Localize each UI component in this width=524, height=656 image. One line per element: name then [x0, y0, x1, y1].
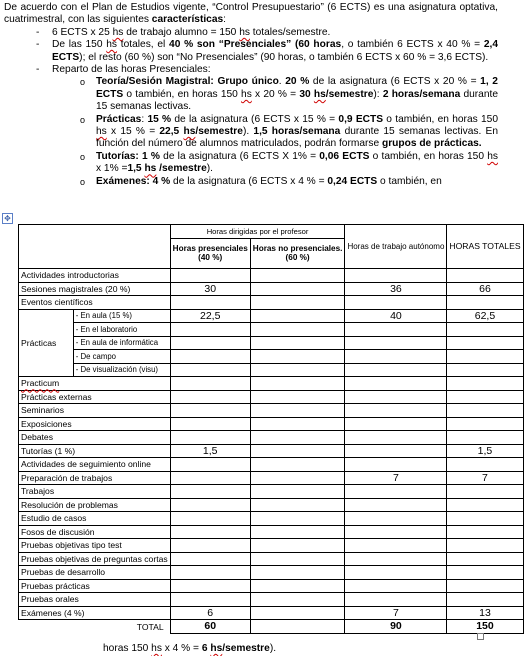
- table-row: [19, 593, 524, 607]
- table-row: [19, 363, 524, 377]
- cell-value: 22,5: [170, 309, 250, 323]
- document-page: [4, 2, 498, 188]
- text: 6 ECTS x 25: [52, 26, 113, 38]
- cell-value: 7: [345, 606, 447, 620]
- table-row: [19, 296, 524, 310]
- sub-teoria: [84, 76, 498, 113]
- table-row: [19, 282, 524, 296]
- bold-text: 1 %: [142, 150, 160, 162]
- total-horas: 150: [447, 620, 523, 634]
- text: o también, en: [377, 175, 442, 187]
- row-label: Sesiones magistrales (20 %): [19, 282, 171, 296]
- total-presenciales: 60: [170, 620, 250, 634]
- subheader-empty-cell: [19, 238, 171, 269]
- hs-word: hs: [96, 126, 107, 138]
- bold-text: Teoría/Sesión Magistral: Grupo único: [96, 76, 279, 88]
- hs-word: hs: [144, 163, 157, 175]
- text: ):: [373, 88, 383, 100]
- total-empty: [250, 620, 345, 634]
- text: de trabajo alumno = 150: [123, 26, 240, 38]
- total-autonomo: 90: [345, 620, 447, 634]
- text: ); el resto (60 %) son “No Presenciales” (90 horas, o también 6 ECTS x 60 % = 3,6 ECTS).: [79, 51, 489, 63]
- table-row: [19, 606, 524, 620]
- header-nopres-pct: (60 %): [285, 253, 310, 263]
- sub-row-label: - De visualización (visu): [73, 363, 170, 377]
- text: ).: [206, 163, 213, 175]
- text: de la asignatura (6 ECTS X 1% =: [159, 150, 320, 162]
- header-totales: [447, 225, 523, 269]
- table-row: [19, 485, 524, 499]
- hs-word: hs: [313, 88, 326, 100]
- row-label: Resolución de problemas: [19, 498, 171, 512]
- row-label: [19, 377, 171, 391]
- sub-practicas: [84, 114, 498, 151]
- table-row: [19, 444, 524, 458]
- hs-word: hs: [106, 39, 118, 51]
- header-totales-label: HORAS TOTALES: [449, 241, 521, 251]
- text: De las 150: [52, 39, 107, 51]
- row-label: Preparación de trabajos: [19, 471, 171, 485]
- sub-examenes: [84, 176, 498, 188]
- bold-text: 30: [299, 88, 314, 100]
- bold-text: 6: [201, 643, 211, 654]
- hs-word: hs: [487, 150, 498, 162]
- bold-text: /semestre: [195, 126, 243, 138]
- intro-bold: características: [151, 14, 224, 26]
- hours-table: [18, 224, 524, 634]
- text: durante 15 semanas lectivas. En función del número de alumnos matriculados, podrán formarse: [96, 126, 498, 150]
- bold-text: 4 %: [152, 175, 171, 187]
- cell-value: 13: [447, 606, 523, 620]
- row-label: Pruebas de desarrollo: [19, 566, 171, 580]
- text: :: [141, 113, 148, 125]
- bold-text: Tutorías:: [96, 150, 139, 162]
- header-autonomo-label: Horas de trabajo autónomo: [347, 242, 445, 251]
- cell-value: 36: [345, 282, 447, 296]
- row-label: Fosos de discusión: [19, 525, 171, 539]
- row-label: Pruebas objetivas de preguntas cortas: [19, 552, 171, 566]
- table-move-handle-icon[interactable]: ✥: [2, 213, 13, 224]
- table-row: [19, 566, 524, 580]
- cell-value: 30: [170, 282, 250, 296]
- table-header-row: [19, 225, 524, 239]
- total-label: TOTAL: [19, 620, 171, 634]
- hs-word: hs: [151, 643, 162, 654]
- header-empty-cell: [19, 225, 171, 239]
- header-no-presenciales: [250, 238, 345, 269]
- row-label: Pruebas orales: [19, 593, 171, 607]
- bold-text: 22,5: [159, 126, 184, 138]
- text: o también, en horas 150: [369, 150, 488, 162]
- intro-colon: :: [223, 14, 227, 26]
- hs-word: hs: [239, 26, 250, 38]
- row-label: Seminarios: [19, 404, 171, 418]
- text: totales/semestre.: [249, 26, 331, 38]
- sub-row-label: - En aula de informática: [73, 336, 170, 350]
- bullet-ects: [36, 27, 498, 39]
- sub-list: [36, 76, 498, 188]
- header-nopres-label: Horas no presenciales.: [252, 244, 343, 254]
- cell-value: 40: [345, 309, 447, 323]
- table-row: [19, 323, 524, 337]
- table-row: [19, 579, 524, 593]
- table-row: [19, 309, 524, 323]
- bold-text: 1,5: [127, 163, 145, 175]
- cell-value: 1,5: [447, 444, 523, 458]
- table-row: [19, 390, 524, 404]
- cell-value: 62,5: [447, 309, 523, 323]
- intro-paragraph: [4, 2, 498, 27]
- row-label: Exposiciones: [19, 417, 171, 431]
- text: durante 15 semanas lectivas.: [96, 88, 499, 113]
- text: ).: [269, 643, 277, 654]
- text: o también, en horas 150: [383, 113, 498, 125]
- text: ).: [242, 126, 254, 138]
- bold-text: 15 %: [147, 113, 172, 125]
- table-row: [19, 377, 524, 391]
- text: de la asignatura (6 ECTS x 15 % =: [171, 113, 339, 125]
- continuation-line: [103, 643, 276, 654]
- cell-value: 1,5: [170, 444, 250, 458]
- bold-text: 2,4 ECTS: [52, 39, 498, 63]
- table-row: [19, 525, 524, 539]
- bold-text: Exámenes:: [96, 175, 150, 187]
- bold-text: 0,9 ECTS: [338, 113, 384, 125]
- cell-value: 6: [170, 606, 250, 620]
- bold-text: 1,5 horas/semana: [253, 126, 341, 138]
- text: o también, en horas 150: [123, 88, 242, 100]
- row-label: Actividades introductorias: [19, 269, 171, 283]
- bullet-list: [4, 27, 498, 188]
- header-presenciales: [170, 238, 250, 269]
- text: .: [278, 76, 286, 88]
- bold-text: /semestre: [222, 643, 270, 654]
- row-label: Exámenes (4 %): [19, 606, 171, 620]
- header-pres-pct: (40 %): [198, 253, 223, 263]
- table-row: [19, 336, 524, 350]
- cell-value: 7: [345, 471, 447, 485]
- text: x 4 % =: [161, 643, 202, 654]
- row-label: Pruebas prácticas: [19, 579, 171, 593]
- row-label: Prácticas externas: [19, 390, 171, 404]
- bold-text: 2 horas/semana: [382, 88, 461, 100]
- bold-text: 1, 2 ECTS: [96, 76, 498, 100]
- row-label: Eventos científicos: [19, 296, 171, 310]
- bold-text: 40 % son “Presenciales” (60 horas: [169, 39, 342, 51]
- bold-text: 0,24 ECTS: [327, 175, 378, 187]
- text: x 15 % =: [106, 126, 160, 138]
- table-row: [19, 512, 524, 526]
- header-group-cell: Horas dirigidas por el profesor: [170, 225, 345, 239]
- text: totales, el: [117, 39, 170, 51]
- bullet-reparto: [36, 64, 498, 188]
- text: , o también 6 ECTS x 40 % =: [341, 39, 484, 51]
- sub-row-label: - De campo: [73, 350, 170, 364]
- text: x 1% =: [96, 163, 128, 175]
- bold-text: /semestre: [156, 163, 207, 175]
- hs-word: hs: [112, 26, 124, 38]
- practicum-word: Practicum: [21, 378, 60, 389]
- hs-word: hs: [210, 643, 223, 654]
- table-row: [19, 404, 524, 418]
- row-label: Prácticas: [19, 309, 74, 377]
- total-row: [19, 620, 524, 634]
- header-autonomo: [345, 225, 447, 269]
- row-label: Actividades de seguimiento online: [19, 458, 171, 472]
- table-row: [19, 498, 524, 512]
- hs-word: hs: [183, 126, 196, 138]
- table-row: [19, 539, 524, 553]
- bold-text: 20 %: [285, 76, 310, 88]
- header-pres-label: Horas presenciales: [172, 244, 248, 254]
- text: horas 150: [103, 643, 152, 654]
- row-label: Tutorías (1 %): [19, 444, 171, 458]
- intro-text: De acuerdo con el Plan de Estudios vigente, “Control Presupuestario” (6 ECTS) es una asignatura optativa, cuatrimestral, con las siguientes: [4, 2, 498, 26]
- table-row: [19, 269, 524, 283]
- sub-row-label: - En el laboratorio: [73, 323, 170, 337]
- cell-value: 7: [447, 471, 523, 485]
- table-resize-handle-icon[interactable]: [477, 633, 484, 640]
- cell-value: 66: [447, 282, 523, 296]
- bold-text: Prácticas: [96, 113, 142, 125]
- text: de la asignatura (6 ECTS x 20 % =: [309, 76, 481, 88]
- sub-tutorias: [84, 151, 498, 176]
- text: x 20 % =: [251, 88, 300, 100]
- table-row: [19, 350, 524, 364]
- table-row: [19, 431, 524, 445]
- row-label: Pruebas objetivas tipo test: [19, 539, 171, 553]
- text: Reparto de las horas Presenciales:: [52, 64, 211, 76]
- text: de la asignatura (6 ECTS x 4 % =: [170, 175, 328, 187]
- bold-text: /semestre: [325, 88, 374, 100]
- sub-row-label: - En aula (15 %): [73, 309, 170, 323]
- table-row: [19, 458, 524, 472]
- row-label: Debates: [19, 431, 171, 445]
- table-row: [19, 471, 524, 485]
- hs-word: hs: [241, 88, 252, 100]
- table-row: [19, 552, 524, 566]
- table-row: [19, 417, 524, 431]
- bullet-presenciales: [36, 39, 498, 64]
- row-label: Estudio de casos: [19, 512, 171, 526]
- bold-text: grupos de prácticas.: [381, 138, 482, 150]
- row-label: Trabajos: [19, 485, 171, 499]
- bold-text: 0,06 ECTS: [319, 150, 370, 162]
